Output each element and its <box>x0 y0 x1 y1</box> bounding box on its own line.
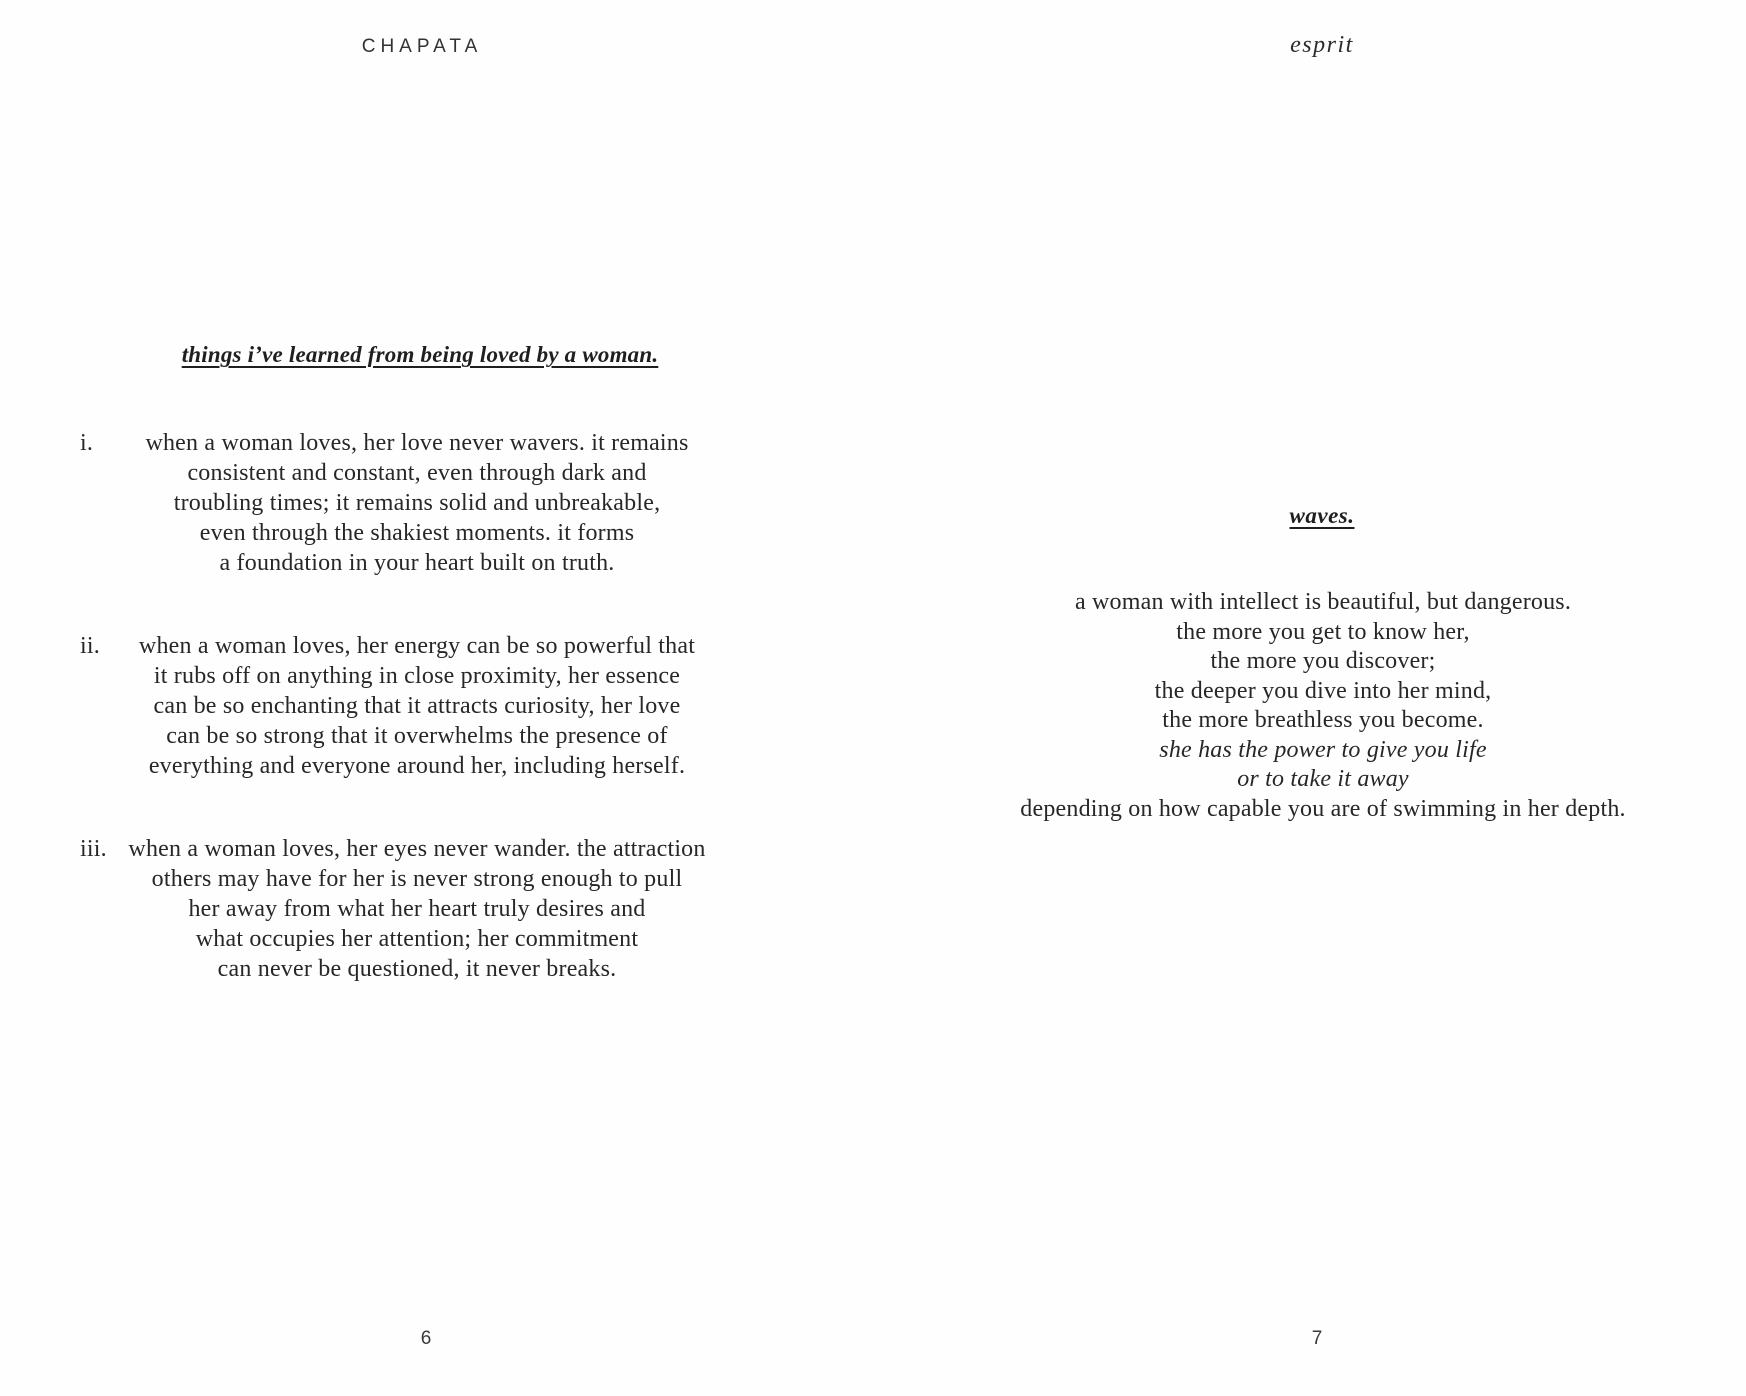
stanza-line: what occupies her attention; her commitment <box>195 926 639 952</box>
right-poem-title <box>1122 503 1522 529</box>
stanza-line: when a woman loves, her energy can be so powerful that <box>138 633 696 659</box>
poem-line: she has the power to give you life <box>1159 736 1487 763</box>
stanza-line: a foundation in your heart built on truth. <box>219 550 615 576</box>
poem-waves <box>973 588 1673 824</box>
poem-line: the more breathless you become. <box>1162 707 1484 733</box>
right-running-header: esprit <box>1290 32 1354 58</box>
stanza-line: even through the shakiest moments. it forms <box>199 520 635 546</box>
poem-line: the more you discover; <box>1210 648 1436 674</box>
right-poem-title-text: waves. <box>1289 503 1355 528</box>
right-page-number: 7 <box>1311 1328 1323 1349</box>
stanza-line: it rubs off on anything in close proximity, her essence <box>153 663 681 689</box>
stanza-i-numeral: i. <box>80 430 94 456</box>
stanza-i <box>80 428 734 578</box>
poem-line: a woman with intellect is beautiful, but dangerous. <box>1074 589 1572 615</box>
stanza-line: everything and everyone around her, including herself. <box>148 753 686 779</box>
stanza-line: can be so strong that it overwhelms the presence of <box>166 723 668 749</box>
poem-line: the more you get to know her, <box>1176 618 1470 645</box>
poem-line: depending on how capable you are of swimming in her depth. <box>1020 795 1626 822</box>
stanza-line: others may have for her is never strong enough to pull <box>151 866 683 892</box>
poem-line: the deeper you dive into her mind, <box>1154 677 1492 704</box>
stanza-line: when a woman loves, her love never wavers. it remains <box>145 430 689 456</box>
stanza-line: can be so enchanting that it attracts curiosity, her love <box>153 693 681 719</box>
left-poem-title <box>120 342 720 368</box>
poem-line: or to take it away <box>1237 766 1409 792</box>
stanza-iii <box>80 834 734 984</box>
stanza-line: can never be questioned, it never breaks. <box>217 956 617 982</box>
stanza-ii <box>80 631 734 781</box>
stanza-line: troubling times; it remains solid and unbreakable, <box>173 490 661 516</box>
left-page-number: 6 <box>420 1328 432 1349</box>
stanza-line: her away from what her heart truly desires and <box>188 896 646 922</box>
left-running-header: CHAPATA <box>361 36 483 57</box>
stanza-line: when a woman loves, her eyes never wander. the attraction <box>128 836 706 862</box>
stanza-ii-numeral: ii. <box>80 633 100 659</box>
stanza-iii-numeral: iii. <box>80 836 107 862</box>
stanza-line: consistent and constant, even through dark and <box>187 460 647 486</box>
left-poem-title-text: things i’ve learned from being loved by a woman. <box>181 342 659 367</box>
